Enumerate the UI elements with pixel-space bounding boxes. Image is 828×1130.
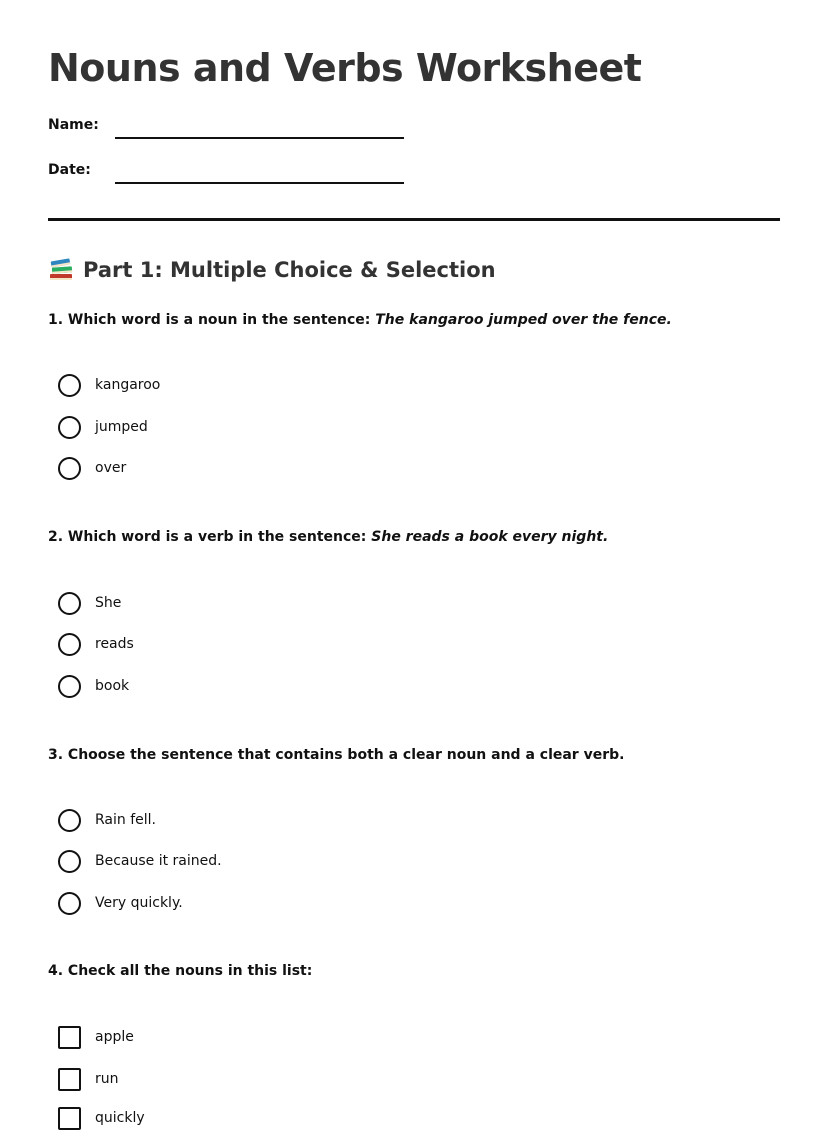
radio-button[interactable] (58, 809, 81, 832)
radio-button[interactable] (58, 416, 81, 439)
question-2 (48, 529, 608, 545)
books-icon (48, 258, 74, 282)
date-field (48, 162, 408, 186)
name-field (48, 117, 408, 141)
question-3 (48, 747, 624, 763)
option-label: Rain fell. (95, 812, 156, 828)
question-4-option-3[interactable] (58, 1106, 145, 1130)
question-2-option-1[interactable] (58, 591, 121, 615)
option-label: She (95, 595, 122, 611)
question-4-prompt: 4. Check all the nouns in this list: (48, 963, 313, 979)
question-3-prompt: 3. Choose the sentence that contains both a clear noun and a clear verb. (48, 747, 625, 763)
question-3-option-1[interactable] (58, 808, 156, 832)
question-1-option-2[interactable] (58, 415, 148, 439)
option-label: Because it rained. (95, 853, 222, 869)
option-label: apple (95, 1029, 134, 1045)
checkbox[interactable] (58, 1107, 81, 1130)
date-label: Date: (48, 162, 91, 178)
option-label: jumped (95, 419, 148, 435)
radio-button[interactable] (58, 850, 81, 873)
radio-button[interactable] (58, 633, 81, 656)
question-3-option-3[interactable] (58, 891, 183, 915)
question-2-option-2[interactable] (58, 632, 134, 656)
option-label: Very quickly. (95, 895, 183, 911)
date-input-line[interactable] (115, 182, 404, 184)
section-heading-part-1 (48, 258, 496, 282)
radio-button[interactable] (58, 892, 81, 915)
option-label: kangaroo (95, 377, 161, 393)
radio-button[interactable] (58, 592, 81, 615)
question-3-option-2[interactable] (58, 849, 222, 873)
name-input-line[interactable] (115, 137, 404, 139)
question-1-sentence: The kangaroo jumped over the fence. (375, 312, 672, 328)
radio-button[interactable] (58, 374, 81, 397)
checkbox[interactable] (58, 1068, 81, 1091)
checkbox[interactable] (58, 1026, 81, 1049)
question-1-option-3[interactable] (58, 456, 126, 480)
question-4-option-1[interactable] (58, 1025, 134, 1049)
option-label: book (95, 678, 130, 694)
option-label: run (95, 1071, 119, 1087)
question-2-sentence: She reads a book every night. (371, 529, 609, 545)
question-1 (48, 312, 672, 328)
question-2-option-3[interactable] (58, 674, 129, 698)
question-1-option-1[interactable] (58, 373, 160, 397)
option-label: reads (95, 636, 134, 652)
question-1-prompt: 1. Which word is a noun in the sentence: (48, 312, 376, 328)
option-label: quickly (95, 1110, 145, 1126)
header-divider (48, 218, 780, 221)
name-label: Name: (48, 117, 99, 133)
option-label: over (95, 460, 127, 476)
radio-button[interactable] (58, 457, 81, 480)
page-title: Nouns and Verbs Worksheet (48, 46, 642, 90)
question-4-option-2[interactable] (58, 1067, 119, 1091)
question-4 (48, 963, 312, 979)
section-heading-text: Part 1: Multiple Choice & Selection (83, 258, 496, 282)
radio-button[interactable] (58, 675, 81, 698)
question-2-prompt: 2. Which word is a verb in the sentence: (48, 529, 372, 545)
